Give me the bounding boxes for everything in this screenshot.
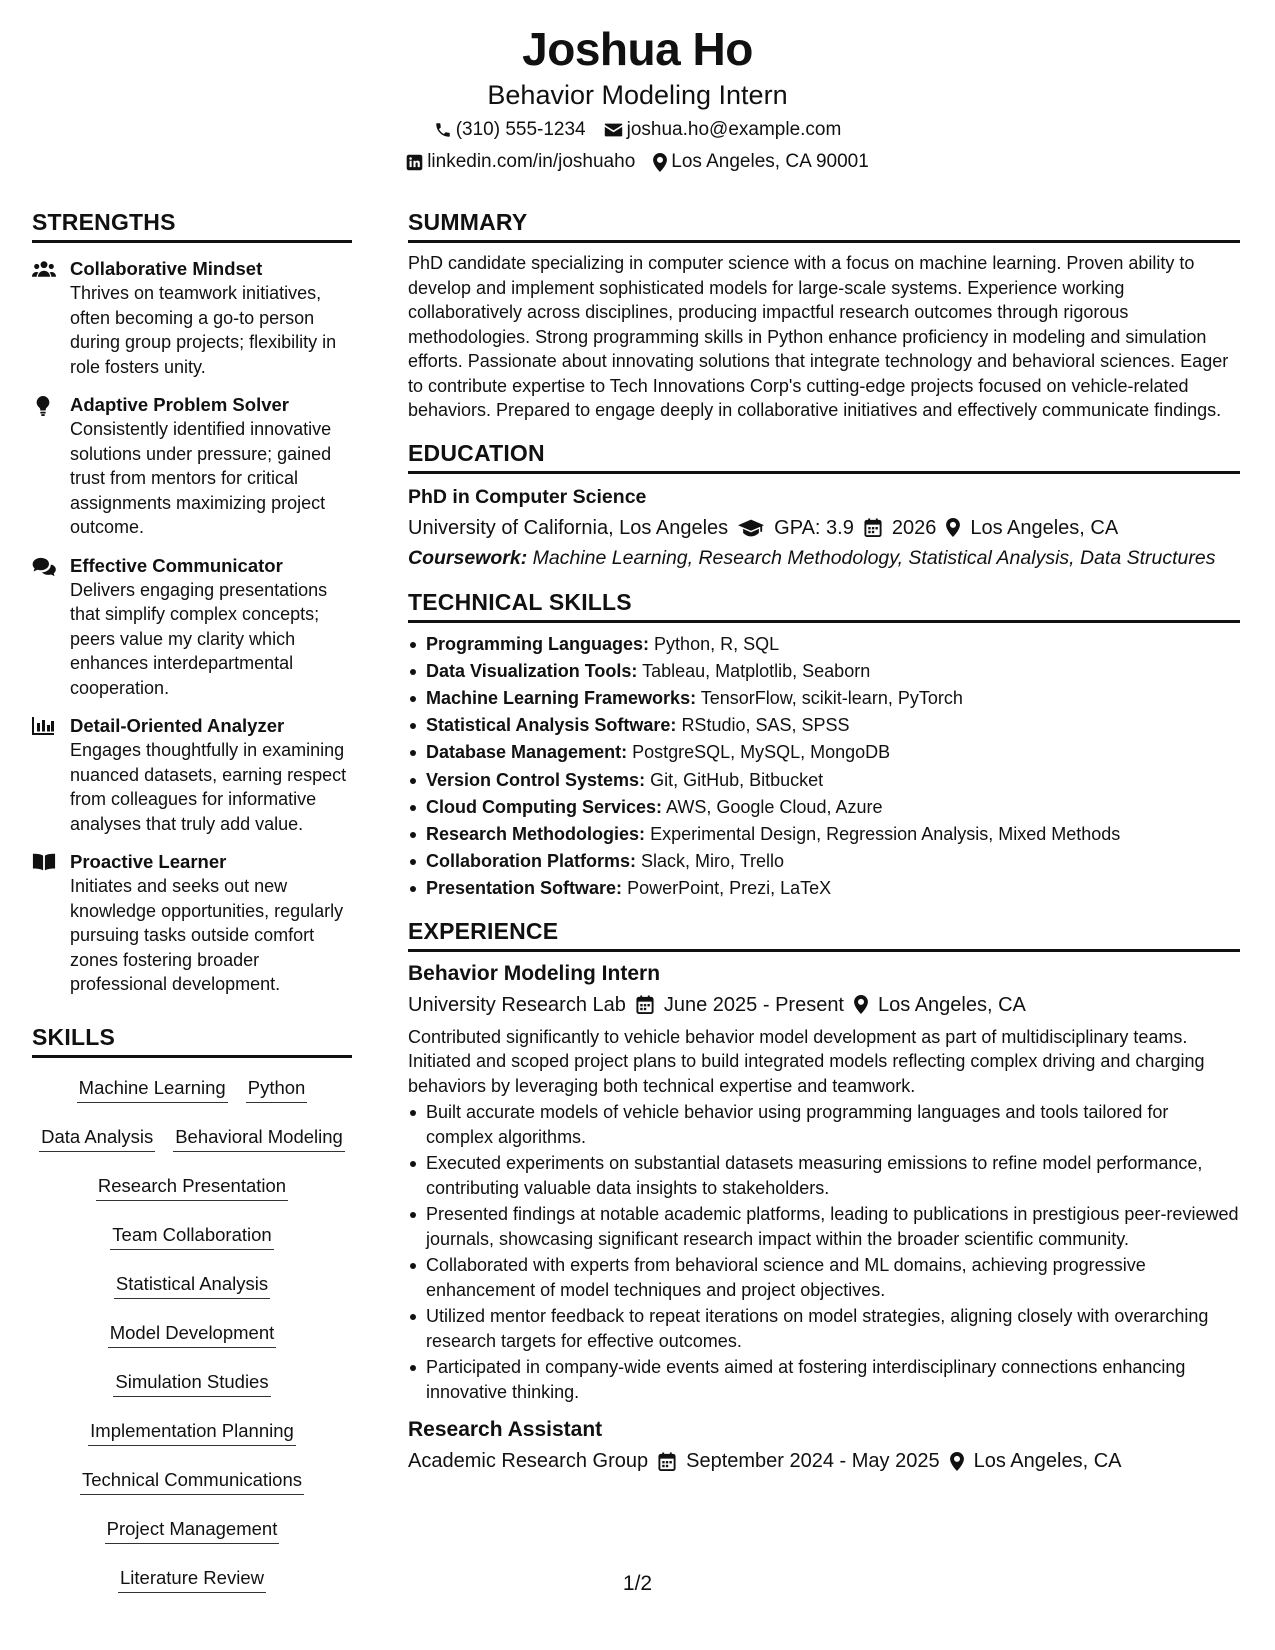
strength-title: Proactive Learner [70,851,227,872]
job-meta [408,991,1240,1019]
education-gpa: GPA: 3.9 [774,516,854,539]
skill-tag: Model Development [108,1317,277,1348]
skill-values: TensorFlow, scikit-learn, PyTorch [700,687,963,708]
job-bullets [408,1100,1240,1404]
skill-category: Version Control Systems: [426,769,646,790]
skill-tag: Research Presentation [96,1170,288,1201]
skill-tag: Simulation Studies [113,1366,270,1397]
email-contact[interactable] [604,118,842,142]
job-org: Academic Research Group [408,1450,649,1473]
map-pin-icon [653,153,667,172]
strength-title: Adaptive Problem Solver [70,394,289,415]
education-school: University of California, Los Angeles [408,516,729,539]
list-item [408,685,1240,712]
list-item [408,712,1240,739]
skill-values: RStudio, SAS, SPSS [681,715,850,736]
list-item [408,767,1240,794]
skill-category: Programming Languages: [426,633,650,654]
skill-tag: Project Management [105,1513,280,1544]
education-meta [408,514,1240,542]
education-coursework [408,544,1240,572]
strength-item [32,714,352,836]
strength-desc: Initiates and seeks out new knowledge opportunities, regularly pursuing tasks outside comfort zones fostering broader professional development. [70,876,344,994]
strength-title: Effective Communicator [70,554,283,576]
skill-values: AWS, Google Cloud, Azure [666,796,883,817]
skill-tag: Statistical Analysis [114,1268,270,1299]
contact-line-1 [0,118,1275,142]
coursework-label: Coursework: [408,546,528,569]
skill-tag: Machine Learning [77,1072,228,1103]
location-contact [653,150,869,174]
list-item [408,739,1240,766]
calendar-icon [658,1452,676,1471]
list-item [408,875,1240,902]
skill-category: Statistical Analysis Software: [426,715,677,736]
page-number: 1/2 [622,1572,653,1595]
skill-values: PostgreSQL, MySQL, MongoDB [632,742,891,763]
job-org: University Research Lab [408,993,626,1016]
skill-values: Python, R, SQL [654,633,780,654]
skills-tag-list [32,1072,352,1611]
list-item: Executed experiments on substantial datasets measuring emissions to refine model performance, contributing valuable data insights to stakeholders. [408,1151,1240,1200]
map-pin-icon [950,1452,964,1471]
list-item: Collaborated with experts from behavioral science and ML domains, achieving progressive enhancement of model techniques and project objectives. [408,1253,1240,1302]
education-year: 2026 [891,516,937,539]
skill-category: Collaboration Platforms: [426,851,637,872]
skill-category: Presentation Software: [426,878,623,899]
right-column [408,208,1240,1475]
job-location: Los Angeles, CA [878,993,1026,1016]
strength-title: Collaborative Mindset [70,258,263,279]
candidate-name: Joshua Ho [522,23,753,75]
skill-tag: Literature Review [118,1562,266,1593]
skills-heading: SKILLS [32,1023,352,1058]
email-text[interactable]: joshua.ho@example.com [626,119,842,140]
education-degree: PhD in Computer Science [408,485,647,508]
strength-title: Detail-Oriented Analyzer [70,715,285,736]
job-dates: June 2025 - Present [663,993,844,1016]
list-item: Presented findings at notable academic platforms, leading to publications in prestigious peer-reviewed journals, showcasing significant research impact within the broader scientific community. [408,1202,1240,1251]
strength-desc: Consistently identified innovative solutions under pressure; gained trust from mentors for critical assignments maximizing project outcome. [70,419,332,537]
linkedin-text[interactable]: linkedin.com/in/joshuaho [427,151,636,172]
list-item [408,821,1240,848]
job-dates: September 2024 - May 2025 [686,1450,940,1473]
list-item [408,631,1240,658]
linkedin-contact[interactable] [406,150,635,174]
location-text: Los Angeles, CA 90001 [671,151,869,172]
comments-icon [32,557,56,577]
skill-category: Research Methodologies: [426,823,646,844]
linkedin-icon [406,154,423,171]
left-column [32,208,352,1611]
skill-values: PowerPoint, Prezi, LaTeX [627,878,832,899]
strength-item [32,257,352,379]
users-icon [32,260,56,278]
skill-tag: Implementation Planning [88,1415,296,1446]
phone-contact [434,118,586,142]
strength-desc: Delivers engaging presentations that simplify complex concepts; peers value my clarity which enhances interdepartmental cooperation. [70,579,328,698]
map-pin-icon [946,518,960,537]
resume-header [0,22,1275,174]
phone-icon [434,121,452,139]
skill-tag: Python [246,1072,308,1103]
strengths-heading: STRENGTHS [32,208,352,243]
job-title: Behavior Modeling Intern [408,961,661,985]
skill-values: Slack, Miro, Trello [641,851,785,872]
phone-text: (310) 555-1234 [455,119,586,140]
calendar-icon [864,518,882,537]
job-meta [408,1447,1240,1475]
skill-category: Database Management: [426,742,628,763]
envelope-icon [604,122,623,138]
strength-item [32,850,352,997]
list-item: Participated in company-wide events aimed at fostering interdisciplinary connections enhancing innovative thinking. [408,1355,1240,1404]
skill-category: Cloud Computing Services: [426,796,663,817]
skill-values: Tableau, Matplotlib, Seaborn [642,660,871,681]
list-item: Utilized mentor feedback to repeat iterations on model strategies, aligning closely with overarching research targets for effective outcomes. [408,1304,1240,1353]
list-item [408,848,1240,875]
strength-desc: Thrives on teamwork initiatives, often becoming a go-to person during group projects; flexibility in role fosters unity. [70,283,337,377]
strength-item [32,554,352,701]
list-item: Built accurate models of vehicle behavior using programming languages and tools tailored for complex algorithms. [408,1100,1240,1149]
skill-category: Data Visualization Tools: [426,660,638,681]
skill-values: Experimental Design, Regression Analysis, Mixed Methods [650,823,1121,844]
graduation-cap-icon [738,519,764,537]
lightbulb-icon [32,396,54,416]
skill-values: Git, GitHub, Bitbucket [650,769,824,790]
job-title: Research Assistant [408,1418,603,1442]
bar-chart-icon [32,717,54,735]
skill-category: Machine Learning Frameworks: [426,687,697,708]
strength-item [32,393,352,540]
skill-tag: Technical Communications [80,1464,304,1495]
technical-skills-list [408,631,1240,903]
job-location: Los Angeles, CA [973,1450,1122,1473]
calendar-icon [636,995,654,1014]
skill-tag: Behavioral Modeling [173,1121,345,1152]
technical-skills-heading: TECHNICAL SKILLS [408,588,1240,623]
job-intro: Contributed significantly to vehicle behavior model development as part of multidisciplinary teams. Initiated and scoped project plans to build integrated models reflecting complex driving and charging behaviors by leveraging both technical expertise and teamwork. [408,1026,1205,1096]
contact-line-2 [0,150,1275,174]
education-heading: EDUCATION [408,439,1240,474]
summary-heading: SUMMARY [408,208,1240,243]
map-pin-icon [854,995,868,1014]
candidate-role: Behavior Modeling Intern [487,80,788,110]
strength-desc: Engages thoughtfully in examining nuanced datasets, earning respect from colleagues for informative analyses that truly add value. [70,740,347,834]
list-item [408,794,1240,821]
skill-tag: Data Analysis [39,1121,155,1152]
book-icon [32,853,56,872]
coursework-list: Machine Learning, Research Methodology, Statistical Analysis, Data Structures [532,546,1216,569]
list-item [408,658,1240,685]
summary-text: PhD candidate specializing in computer science with a focus on machine learning. Proven ability to develop and implement sophisticated models for large-scale systems. Experience working collaboratively across disciplines, producing impactful research outcomes through rigorous methodologies. Strong programming skills in Python enhance proficiency in modeling and simulation efforts. Passionate about innovating solutions that integrate technology and behavioral sciences. Eager to contribute expertise to Tech Innovations Corp's cutting-edge projects focused on vehicle-related behaviors. Prepared to engage deeply in collaborative initiatives and effectively communicate findings. [408,253,1229,420]
skill-tag: Team Collaboration [110,1219,273,1250]
education-location: Los Angeles, CA [970,516,1119,539]
experience-heading: EXPERIENCE [408,917,1240,952]
